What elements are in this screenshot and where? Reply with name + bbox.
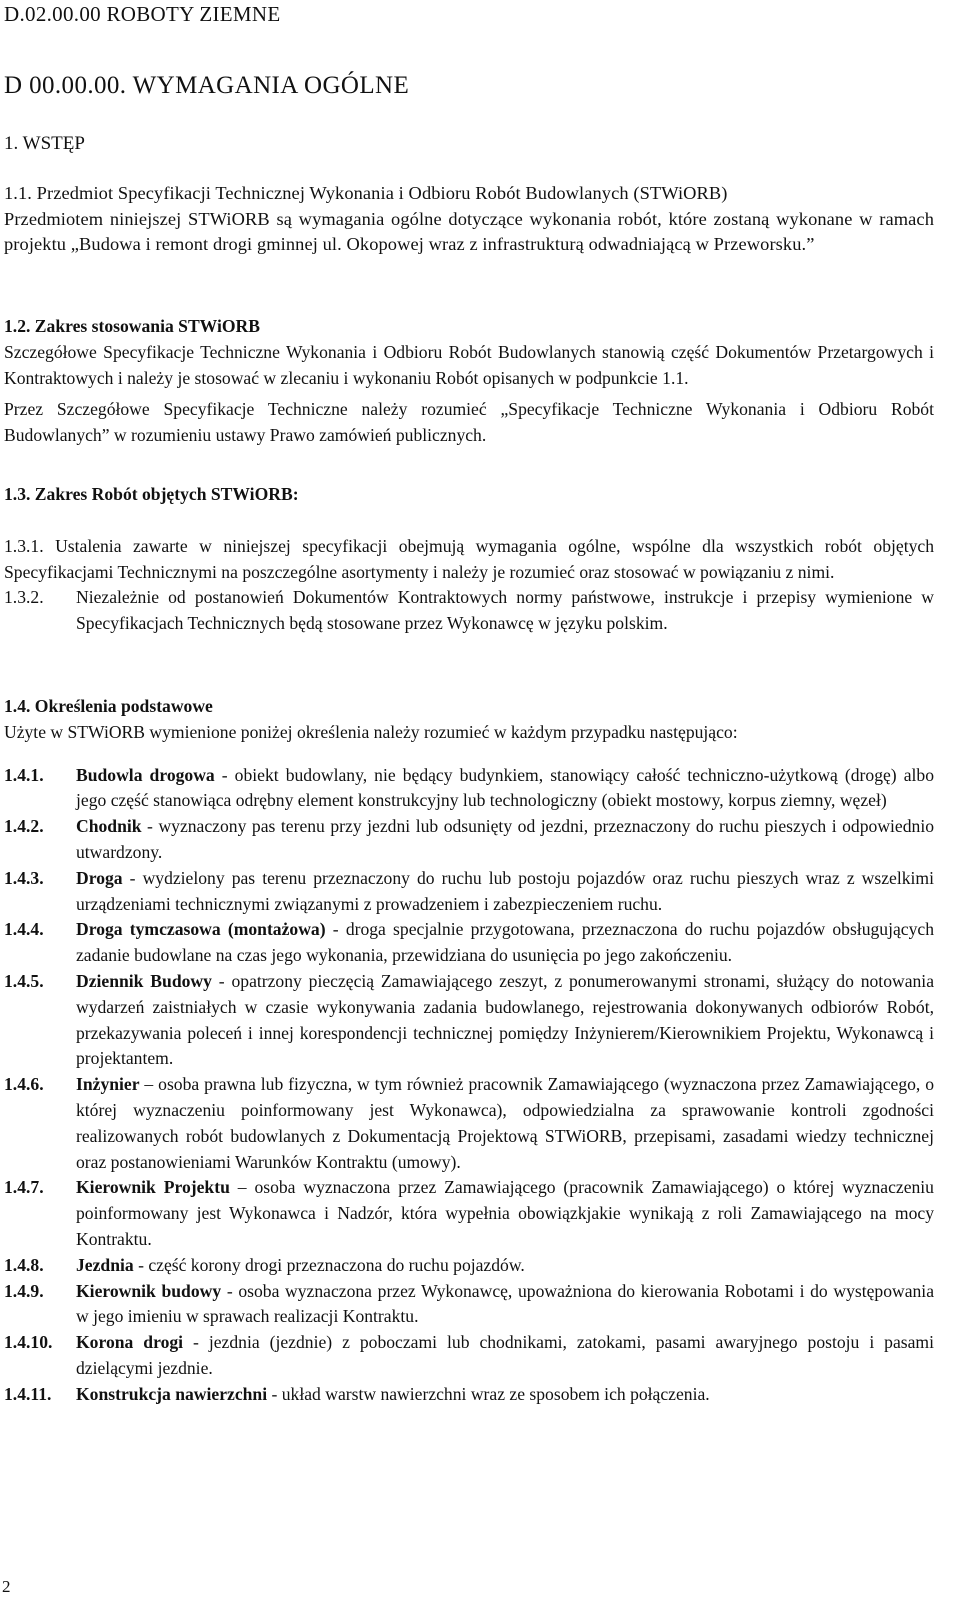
definition-number: 1.4.4. [4,919,44,940]
definition-number: 1.4.10. [4,1332,53,1353]
definition-item [4,969,934,1072]
definition-number: 1.4.2. [4,816,44,837]
definitions-list [4,763,934,1408]
definition-number: 1.4.11. [4,1383,52,1404]
definition-text: jezdnia (jezdnie) z poboczami lub chodnikami, zatokami, pasami awaryjnego postoju i pasami dzielącymi jezdnie. [76,1332,934,1378]
definition-separator: - [325,919,346,940]
section-1-2-text-2: Przez Szczegółowe Specyfikacje Techniczne należy rozumieć „Specyfikacje Techniczne Wykonania i Odbioru Robót Budowlanych” w rozumieniu ustawy Prawo zamówień publicznych. [4,399,934,446]
definition-separator: - [122,867,143,888]
definition-term: Droga tymczasowa (montażowa) [76,919,326,940]
definition-term: Kierownik budowy [76,1280,222,1301]
definition-item [4,866,934,918]
definition-separator: - [267,1383,282,1404]
section-1-3 [4,482,934,637]
section-1-1-text: Przedmiotem niniejszej STWiORB są wymagania ogólne dotyczące wykonania robót, które zostaną wykonane w ramach projektu „Budowa i remont drogi gminnej ul. Okopowej wraz z infrastrukturą odwadniającą w Przeworsku.” [4,208,934,254]
definition-term: Droga [76,867,123,888]
definition-number: 1.4.3. [4,867,44,888]
definition-text: opatrzony pieczęcią Zamawiającego zeszyt, z ponumerowanymi stronami, służący do notowania wydarzeń zaistniałych w czasie wykonywania zadania budowlanego, rejestrowania dokonywanych odbiorów Robót, przekazywania poleceń i innej korespondencji technicznej pomiędzy Inżynierem/Kierownikiem Projektu, Wykonawcą i projektantem. [76,970,935,1069]
section-1-4-intro: Użyte w STWiORB wymienione poniżej określenia należy rozumieć w każdym przypadku następująco: [4,721,738,742]
definition-separator: - [214,764,235,785]
definition-term: Jezdnia [76,1254,134,1275]
definition-item [4,1330,934,1382]
section-1-1 [4,181,934,258]
definition-term: Korona drogi [76,1332,184,1353]
section-1-2-title: 1.2. Zakres stosowania STWiORB [4,316,260,336]
definition-number: 1.4.9. [4,1280,44,1301]
definition-text: wydzielony pas terenu przeznaczony do ruchu lub postoju pojazdów oraz ruchu pieszych wraz z wszelkimi urządzeniami technicznymi związanymi z prowadzeniem i zabezpieczeniem ruchu. [76,867,935,914]
definition-term: Chodnik [76,816,142,837]
definition-item [4,1279,934,1331]
section-1-4-title: Określenia podstawowe [34,696,213,716]
section-1-4 [4,694,934,1408]
definition-text: wyznaczony pas terenu przy jezdni lub odsunięty od jezdni, przeznaczony do ruchu pieszych i odpowiednio utwardzony. [76,816,935,862]
definition-text: osoba prawna lub fizyczna, w tym również pracownik Zamawiającego (wyznaczona przez Zamawiającego, o której wyznaczeniu poinformowany jest Wykonawca), odpowiedzialna za sprawowanie kontroli zgodności realizowanych robót budowlanych z Dokumentacją Projektową STWiORB, przepisami, zasadami wiedzy technicznej oraz postanowieniami Warunków Kontraktu (umowy). [76,1074,935,1172]
definition-separator: – [229,1177,255,1198]
definition-term: Budowla drogowa [76,764,215,785]
definition-separator: - [211,970,232,991]
definition-item [4,917,934,969]
definition-number: 1.4.7. [4,1177,44,1198]
definition-term: Inżynier [76,1074,140,1095]
definition-number: 1.4.6. [4,1074,44,1095]
section-1-4-heading [4,694,934,720]
definition-term: Konstrukcja nawierzchni [76,1383,268,1404]
definition-text: układ warstw nawierzchni wraz ze sposobem ich połączenia. [281,1383,710,1404]
definition-number: 1.4.8. [4,1254,44,1275]
definition-text: osoba wyznaczona przez Zamawiającego (pracownik Zamawiającego) o której wyznaczeniu poinformowany jest Wykonawca i Nadzór, która wypełnia obowiązkjakie wynikają z roli Zamawiającego na mocy Kontraktu. [76,1177,934,1249]
section-1-3-1: 1.3.1. Ustalenia zawarte w niniejszej specyfikacji obejmują wymagania ogólne, wspólne dla wszystkich robót objętych Specyfikacjami Technicznymi na poszczególne asortymenty i należy je rozumieć oraz stosować w powiązaniu z nimi. [4,535,934,582]
section-1-2 [4,314,934,449]
definition-item [4,1175,934,1252]
section-1-4-number: 1.4. [4,696,31,716]
section-1-3-2-text: Niezależnie od postanowień Dokumentów Kontraktowych normy państwowe, instrukcje i przepisy wymienione w Specyfikacjach Technicznych będą stosowane przez Wykonawcę w języku polskim. [76,587,934,634]
section-1-3-2 [4,585,934,637]
doc-code: D.02.00.00 ROBOTY ZIEMNE [4,2,281,26]
section-title: 1. WSTĘP [4,133,85,154]
definition-text: obiekt budowlany, nie będący budynkiem, stanowiący całość techniczno-użytkową (drogę) albo jego część stanowiąca odrębny element konstrukcyjny lub technologiczny (obiekt mostowy, korpus ziemny, węzeł) [76,764,934,811]
definition-text: osoba wyznaczona przez Wykonawcę, upoważniona do kierowania Robotami i do występowania w jego imieniu w sprawach realizacji Kontraktu. [76,1280,935,1327]
definition-separator: - [133,1254,149,1275]
definition-separator: - [221,1280,239,1301]
definition-text: droga specjalnie przygotowana, przeznaczona do ruchu pojazdów obsługujących zadanie budowlane na czas jego wykonania, przewidziana do usunięcia po jego zakończeniu. [76,919,934,966]
section-1-3-title: 1.3. Zakres Robót objętych STWiORB: [4,484,299,504]
page-number: 2 [2,1577,11,1596]
definition-item [4,1072,934,1175]
definition-text: część korony drogi przeznaczona do ruchu pojazdów. [148,1254,525,1275]
definition-item [4,814,934,866]
definition-separator: – [139,1074,159,1095]
section-1-1-title: 1.1. Przedmiot Specyfikacji Technicznej Wykonania i Odbioru Robót Budowlanych (STWiORB) [4,183,728,203]
section-1-2-text-1: Szczegółowe Specyfikacje Techniczne Wykonania i Odbioru Robót Budowlanych stanowią część Dokumentów Przetargowych i Kontraktowych i należy je stosować w zlecaniu i wykonaniu Robót opisanych w podpunkcie 1.1. [4,341,934,388]
definition-term: Kierownik Projektu [76,1177,230,1198]
definition-item [4,763,934,815]
section-1-3-2-number: 1.3.2. [4,587,44,608]
definition-separator: - [141,816,159,837]
chapter-title: D 00.00.00. WYMAGANIA OGÓLNE [4,72,410,99]
definition-number: 1.4.5. [4,970,44,991]
definition-item [4,1382,934,1408]
definition-number: 1.4.1. [4,764,44,785]
definition-item [4,1253,934,1279]
definition-separator: - [183,1332,209,1353]
definition-term: Dziennik Budowy [76,970,212,991]
